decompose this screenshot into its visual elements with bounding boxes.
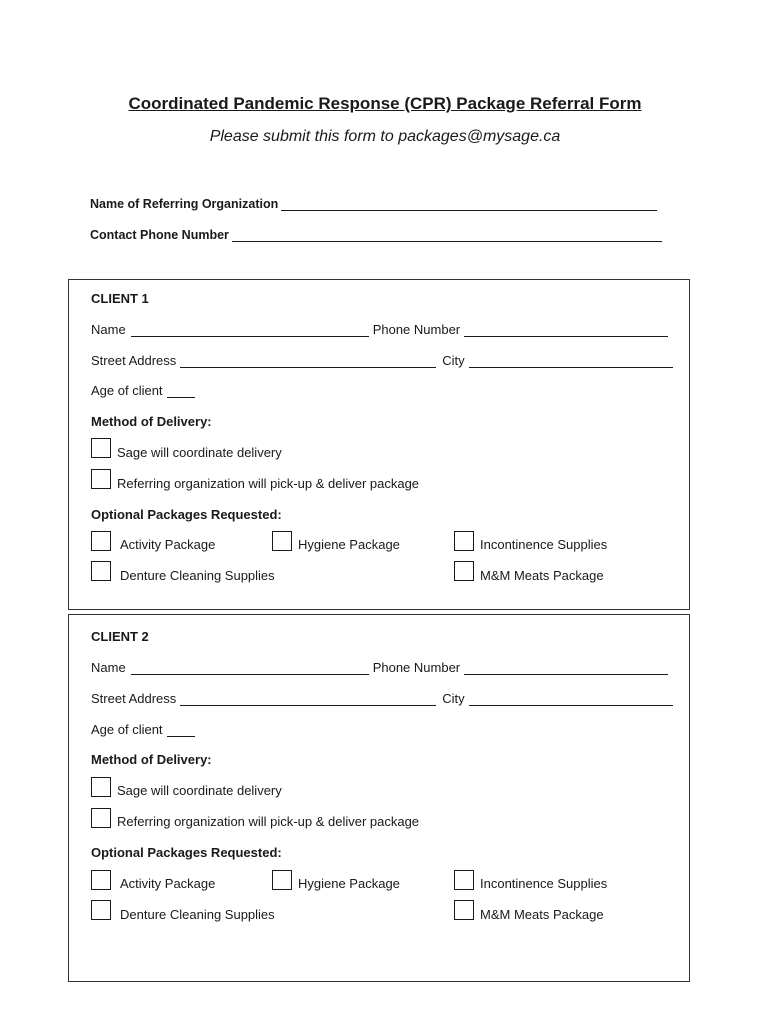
client-1-hygiene-label: Hygiene Package xyxy=(298,537,400,552)
referring-org-input[interactable] xyxy=(281,197,657,211)
client-2-name-input[interactable] xyxy=(131,661,369,675)
client-2-city-label: City xyxy=(442,691,465,706)
client-2-street-input[interactable] xyxy=(180,692,436,706)
client-1-city-label: City xyxy=(442,353,465,368)
client-2-section xyxy=(68,614,690,982)
client-2-delivery-referrer-checkbox[interactable] xyxy=(91,808,111,828)
contact-phone-input[interactable] xyxy=(232,228,662,242)
form-subtitle: Please submit this form to packages@mysage.ca xyxy=(209,128,561,145)
client-2-meats-checkbox[interactable] xyxy=(454,900,474,920)
contact-phone-field[interactable] xyxy=(90,228,662,242)
client-2-delivery-referrer-label: Referring organization will pick-up & deliver package xyxy=(117,814,420,829)
client-1-incontinence-checkbox[interactable] xyxy=(454,531,474,551)
client-1-name-input[interactable] xyxy=(131,323,369,337)
client-1-phone-label: Phone Number xyxy=(372,322,461,337)
client-2-age-row xyxy=(91,722,195,737)
client-1-name-row xyxy=(91,322,668,337)
client-2-age-input[interactable] xyxy=(167,723,195,737)
client-2-phone-label: Phone Number xyxy=(372,660,461,675)
referring-org-field[interactable] xyxy=(90,197,657,211)
client-2-phone-input[interactable] xyxy=(464,661,668,675)
contact-phone-label: Contact Phone Number xyxy=(90,228,229,242)
client-1-hygiene-checkbox[interactable] xyxy=(272,531,292,551)
client-2-delivery-sage-checkbox[interactable] xyxy=(91,777,111,797)
client-1-meats-label: M&M Meats Package xyxy=(480,568,604,583)
client-2-name-row xyxy=(91,660,668,675)
client-1-street-input[interactable] xyxy=(180,354,436,368)
client-2-street-label: Street Address xyxy=(91,691,177,706)
client-1-address-row xyxy=(91,353,673,368)
client-2-heading: CLIENT 2 xyxy=(91,629,149,644)
client-1-age-input[interactable] xyxy=(167,384,195,398)
client-2-hygiene-checkbox[interactable] xyxy=(272,870,292,890)
client-2-incontinence-checkbox[interactable] xyxy=(454,870,474,890)
client-1-denture-checkbox[interactable] xyxy=(91,561,111,581)
client-1-delivery-sage-label: Sage will coordinate delivery xyxy=(117,445,282,460)
client-1-delivery-referrer-checkbox[interactable] xyxy=(91,469,111,489)
client-2-delivery-heading: Method of Delivery: xyxy=(91,752,212,767)
client-2-address-row xyxy=(91,691,673,706)
client-1-activity-label: Activity Package xyxy=(120,537,216,552)
client-1-heading: CLIENT 1 xyxy=(91,291,149,306)
client-1-delivery-referrer-label: Referring organization will pick-up & deliver package xyxy=(117,476,420,491)
referring-org-label: Name of Referring Organization xyxy=(90,197,279,211)
client-1-phone-input[interactable] xyxy=(464,323,668,337)
client-2-activity-checkbox[interactable] xyxy=(91,870,111,890)
client-2-city-input[interactable] xyxy=(469,692,673,706)
client-1-section xyxy=(68,279,690,610)
client-2-meats-label: M&M Meats Package xyxy=(480,907,604,922)
client-1-age-label: Age of client xyxy=(91,383,163,398)
client-1-meats-checkbox[interactable] xyxy=(454,561,474,581)
form-title: Coordinated Pandemic Response (CPR) Package Referral Form xyxy=(128,94,642,113)
client-2-denture-checkbox[interactable] xyxy=(91,900,111,920)
client-1-name-label: Name xyxy=(91,322,126,337)
client-1-delivery-sage-checkbox[interactable] xyxy=(91,438,111,458)
client-1-activity-checkbox[interactable] xyxy=(91,531,111,551)
client-2-denture-label: Denture Cleaning Supplies xyxy=(120,907,275,922)
client-1-incontinence-label: Incontinence Supplies xyxy=(480,537,608,552)
client-2-name-label: Name xyxy=(91,660,126,675)
client-1-city-input[interactable] xyxy=(469,354,673,368)
client-2-delivery-sage-label: Sage will coordinate delivery xyxy=(117,783,282,798)
client-2-hygiene-label: Hygiene Package xyxy=(298,876,400,891)
client-1-delivery-heading: Method of Delivery: xyxy=(91,414,212,429)
client-1-packages-heading: Optional Packages Requested: xyxy=(91,507,282,522)
client-1-street-label: Street Address xyxy=(91,353,177,368)
client-2-packages-heading: Optional Packages Requested: xyxy=(91,845,282,860)
client-2-age-label: Age of client xyxy=(91,722,163,737)
client-2-incontinence-label: Incontinence Supplies xyxy=(480,876,608,891)
client-1-denture-label: Denture Cleaning Supplies xyxy=(120,568,275,583)
client-1-age-row xyxy=(91,383,195,398)
client-2-activity-label: Activity Package xyxy=(120,876,216,891)
